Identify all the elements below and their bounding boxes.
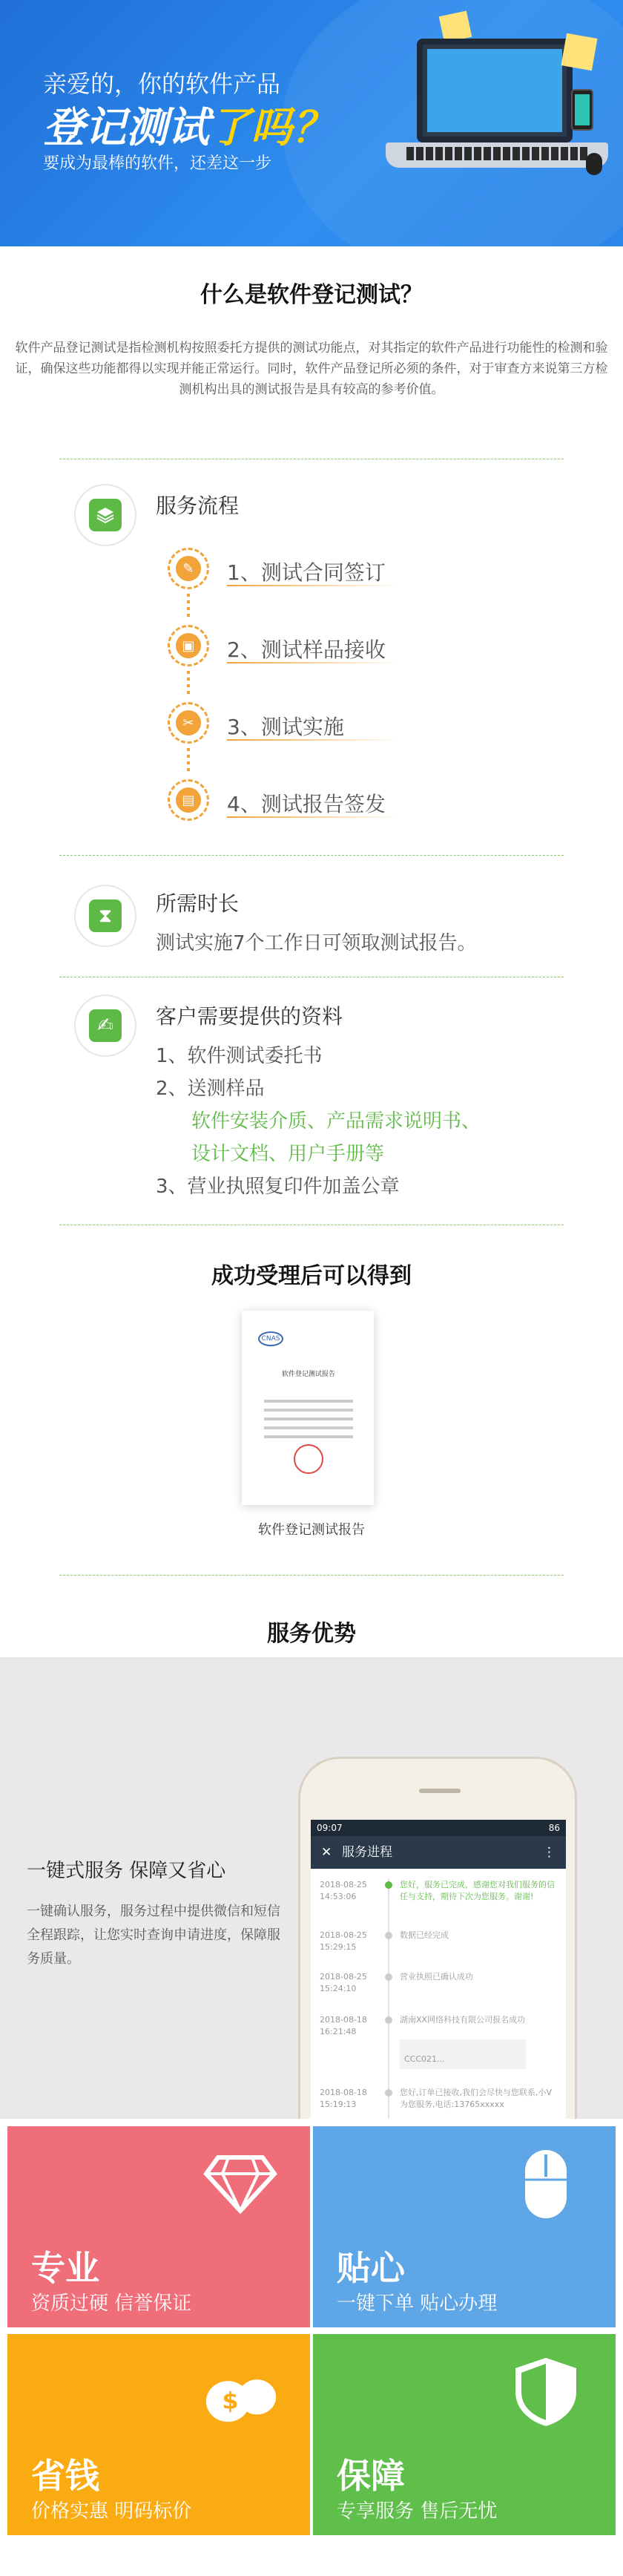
hero-headline-part1: 登记测试 — [43, 104, 209, 152]
tile-sub: 一键下单 贴心办理 — [337, 2292, 498, 2315]
hero-headline — [43, 95, 334, 154]
tile-name: 省钱 — [31, 2456, 99, 2496]
hero-banner — [0, 0, 623, 246]
duration-heading: 所需时长 — [156, 891, 240, 916]
onekey-desc: 一键确认服务，服务过程中提供微信和短信全程跟踪，让您实时查询申请进度，保障服务质量。 — [27, 1904, 280, 1967]
document-icon: ▤ — [176, 787, 201, 813]
step-label: 2、测试样品接收 — [227, 638, 386, 662]
materials-heading: 客户需要提供的资料 — [156, 1004, 343, 1029]
edit-icon-wrap — [74, 994, 136, 1057]
step-item — [168, 778, 405, 822]
laptop-icon — [417, 39, 573, 142]
intro-title: 什么是软件登记测试？ — [200, 282, 423, 308]
duration-text: 测试实施7个工作日可领取测试报告。 — [156, 932, 477, 954]
step-connector — [187, 671, 190, 696]
status-bar — [311, 1820, 566, 1836]
attachment-name: CCC021... — [404, 2054, 445, 2064]
shield-icon — [506, 2352, 586, 2432]
close-icon[interactable]: ✕ — [321, 1845, 332, 1860]
tile-name: 贴心 — [337, 2248, 405, 2288]
materials-item: 1、软件测试委托书 — [156, 1045, 323, 1067]
intro-body: 软件产品登记测试是指检测机构按照委托方提供的测试功能点，对其指定的软件产品进行功能性的检测和验证，确保这些功能都得以实现并能正常运行。同时，软件产品登记所必须的条件，对于审查方来说第三方检测机构出具的测试报告是具有较高的参考价值。 — [15, 341, 608, 397]
status-time: 09:07 — [317, 1823, 343, 1833]
tile-sub: 资质过硬 信誉保证 — [31, 2292, 192, 2315]
mouse-icon — [506, 2144, 586, 2224]
timeline-date: 2018-08-25 14:53:06 — [320, 1880, 367, 1901]
timeline-date: 2018-08-18 15:19:13 — [320, 2088, 367, 2109]
tile-sub: 专享服务 售后无忧 — [337, 2500, 498, 2523]
more-icon[interactable]: ⋮ — [543, 1845, 556, 1860]
step-item — [168, 623, 405, 668]
cnas-logo: CNAS — [258, 1331, 283, 1346]
tile-name: 专业 — [31, 2248, 99, 2288]
diamond-icon — [200, 2144, 280, 2224]
tile-caring[interactable] — [313, 2126, 616, 2327]
phone-screen — [311, 1820, 566, 2143]
layers-icon — [74, 484, 136, 546]
hero-line1: 亲爱的，你的软件产品 — [43, 70, 281, 98]
hourglass-icon-wrap — [74, 885, 136, 947]
pencil-icon: ✎ — [176, 556, 201, 581]
step-item — [168, 701, 405, 745]
timeline-text: 湖南XX网络科技有限公司报名成功 — [400, 2015, 526, 2025]
tile-professional[interactable] — [7, 2126, 310, 2327]
phone-speaker — [419, 1789, 461, 1793]
sticky-note-icon — [561, 33, 597, 71]
mouse-icon — [586, 153, 602, 175]
materials-item-detail: 软件安装介质、产品需求说明书、 — [191, 1110, 481, 1133]
timeline-date: 2018-08-25 15:24:10 — [320, 1972, 367, 1993]
advantage-tiles — [0, 2119, 623, 2576]
certificate-caption: 软件登记测试报告 — [258, 1522, 365, 1538]
svg-text:$: $ — [222, 2387, 239, 2415]
advantages-title: 服务优势 — [267, 1621, 356, 1647]
step-label: 1、测试合同签订 — [227, 560, 386, 585]
money-bag-icon — [200, 2352, 280, 2432]
result-title: 成功受理后可以得到 — [211, 1263, 412, 1289]
timeline-text: 数据已经完成 — [400, 1930, 449, 1940]
tile-saving[interactable] — [7, 2334, 310, 2535]
materials-item: 3、营业执照复印件加盖公章 — [156, 1176, 400, 1198]
phone-mockup — [298, 1757, 577, 2143]
tile-sub: 价格实惠 明码标价 — [31, 2500, 192, 2523]
app-bar-title: 服务进程 — [342, 1845, 392, 1860]
materials-item: 2、送测样品 — [156, 1078, 265, 1100]
timeline-line — [388, 1879, 389, 2143]
step-label: 3、测试实施 — [227, 715, 344, 739]
tile-guarantee[interactable] — [313, 2334, 616, 2535]
step-item — [168, 546, 405, 591]
timeline-date: 2018-08-25 15:29:15 — [320, 1930, 367, 1952]
package-icon: ▣ — [176, 633, 201, 658]
hourglass-icon: ⧗ — [89, 899, 122, 932]
timeline-date: 2018-08-18 16:21:48 — [320, 2015, 367, 2036]
divider — [59, 855, 564, 856]
edit-document-icon: ✍ — [89, 1009, 122, 1042]
certificate-image — [242, 1311, 374, 1505]
app-bar — [311, 1836, 566, 1869]
tile-name: 保障 — [337, 2456, 405, 2496]
keyboard-icon — [406, 147, 587, 160]
tools-icon: ✂ — [176, 710, 201, 735]
step-label: 4、测试报告签发 — [227, 792, 386, 816]
timeline-text: 营业执照已确认成功 — [400, 1972, 473, 1982]
seal-stamp — [294, 1444, 323, 1474]
hero-headline-part2: 了吗？ — [209, 104, 334, 152]
timeline-text: 您好，服务已完成，感谢您对我们服务的信任与支持，期待下次为您服务。谢谢! — [400, 1880, 555, 1901]
onekey-title: 一键式服务 保障又省心 — [27, 1860, 226, 1882]
certificate-title: 软件登记测试报告 — [281, 1371, 335, 1378]
hero-subline: 要成为最棒的软件，还差这一步 — [43, 154, 272, 173]
smartphone-icon — [571, 89, 593, 131]
process-heading: 服务流程 — [156, 494, 240, 518]
divider — [59, 1575, 564, 1576]
step-connector — [187, 594, 190, 619]
step-connector — [187, 748, 190, 773]
attachment-thumbnail[interactable] — [400, 2039, 526, 2069]
materials-item-detail: 设计文档、用户手册等 — [191, 1143, 385, 1165]
timeline-text: 您好,订单已接收,我们会尽快与您联系,小V为您服务,电话:13765xxxxx — [400, 2088, 553, 2109]
status-battery: 86 — [548, 1823, 560, 1833]
